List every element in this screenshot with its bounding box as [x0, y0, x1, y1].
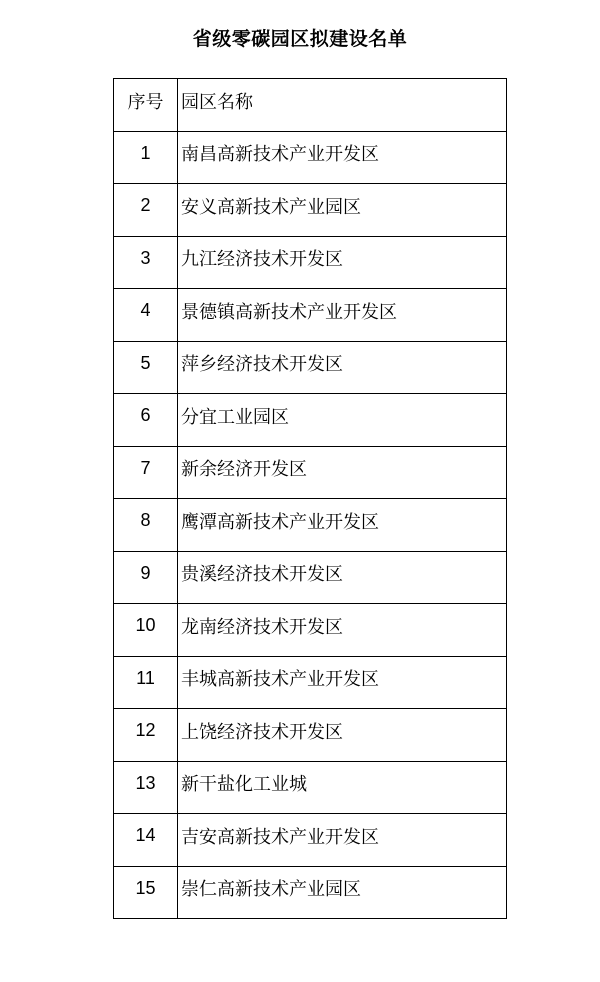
- park-name-cell: 鹰潭高新技术产业开发区: [178, 499, 507, 552]
- park-name-cell: 安义高新技术产业园区: [178, 184, 507, 237]
- row-index-cell: 7: [114, 446, 178, 499]
- table-row: [114, 446, 507, 499]
- park-name-cell: 贵溪经济技术开发区: [178, 551, 507, 604]
- row-index-cell: 4: [114, 289, 178, 342]
- page-title: 省级零碳园区拟建设名单: [192, 29, 408, 50]
- table-row: [114, 131, 507, 184]
- park-table: [113, 78, 507, 919]
- park-name-cell: 景德镇高新技术产业开发区: [178, 289, 507, 342]
- row-index-cell: 11: [114, 656, 178, 709]
- row-index-cell: 12: [114, 709, 178, 762]
- park-name-cell: 新余经济开发区: [178, 446, 507, 499]
- table-row: [114, 499, 507, 552]
- park-name-cell: 萍乡经济技术开发区: [178, 341, 507, 394]
- row-index-cell: 13: [114, 761, 178, 814]
- table-header-row: [114, 79, 507, 132]
- park-name-cell: 南昌高新技术产业开发区: [178, 131, 507, 184]
- park-name-cell: 丰城高新技术产业开发区: [178, 656, 507, 709]
- row-index-cell: 3: [114, 236, 178, 289]
- row-index-cell: 15: [114, 866, 178, 919]
- row-index-cell: 14: [114, 814, 178, 867]
- header-index-column: 序号: [114, 79, 178, 132]
- row-index-cell: 5: [114, 341, 178, 394]
- table-row: [114, 341, 507, 394]
- row-index-cell: 2: [114, 184, 178, 237]
- park-name-cell: 上饶经济技术开发区: [178, 709, 507, 762]
- row-index-cell: 10: [114, 604, 178, 657]
- table-row: [114, 184, 507, 237]
- park-name-cell: 新干盐化工业城: [178, 761, 507, 814]
- table-row: [114, 866, 507, 919]
- row-index-cell: 8: [114, 499, 178, 552]
- header-park-name-column: 园区名称: [178, 79, 507, 132]
- table-row: [114, 604, 507, 657]
- table-row: [114, 814, 507, 867]
- table-row: [114, 761, 507, 814]
- table-row: [114, 656, 507, 709]
- park-name-cell: 分宜工业园区: [178, 394, 507, 447]
- park-name-cell: 崇仁高新技术产业园区: [178, 866, 507, 919]
- table-row: [114, 709, 507, 762]
- table-row: [114, 394, 507, 447]
- table-row: [114, 289, 507, 342]
- row-index-cell: 6: [114, 394, 178, 447]
- park-name-cell: 吉安高新技术产业开发区: [178, 814, 507, 867]
- park-name-cell: 龙南经济技术开发区: [178, 604, 507, 657]
- table-body: [114, 131, 507, 919]
- row-index-cell: 9: [114, 551, 178, 604]
- table-row: [114, 236, 507, 289]
- table-row: [114, 551, 507, 604]
- row-index-cell: 1: [114, 131, 178, 184]
- park-name-cell: 九江经济技术开发区: [178, 236, 507, 289]
